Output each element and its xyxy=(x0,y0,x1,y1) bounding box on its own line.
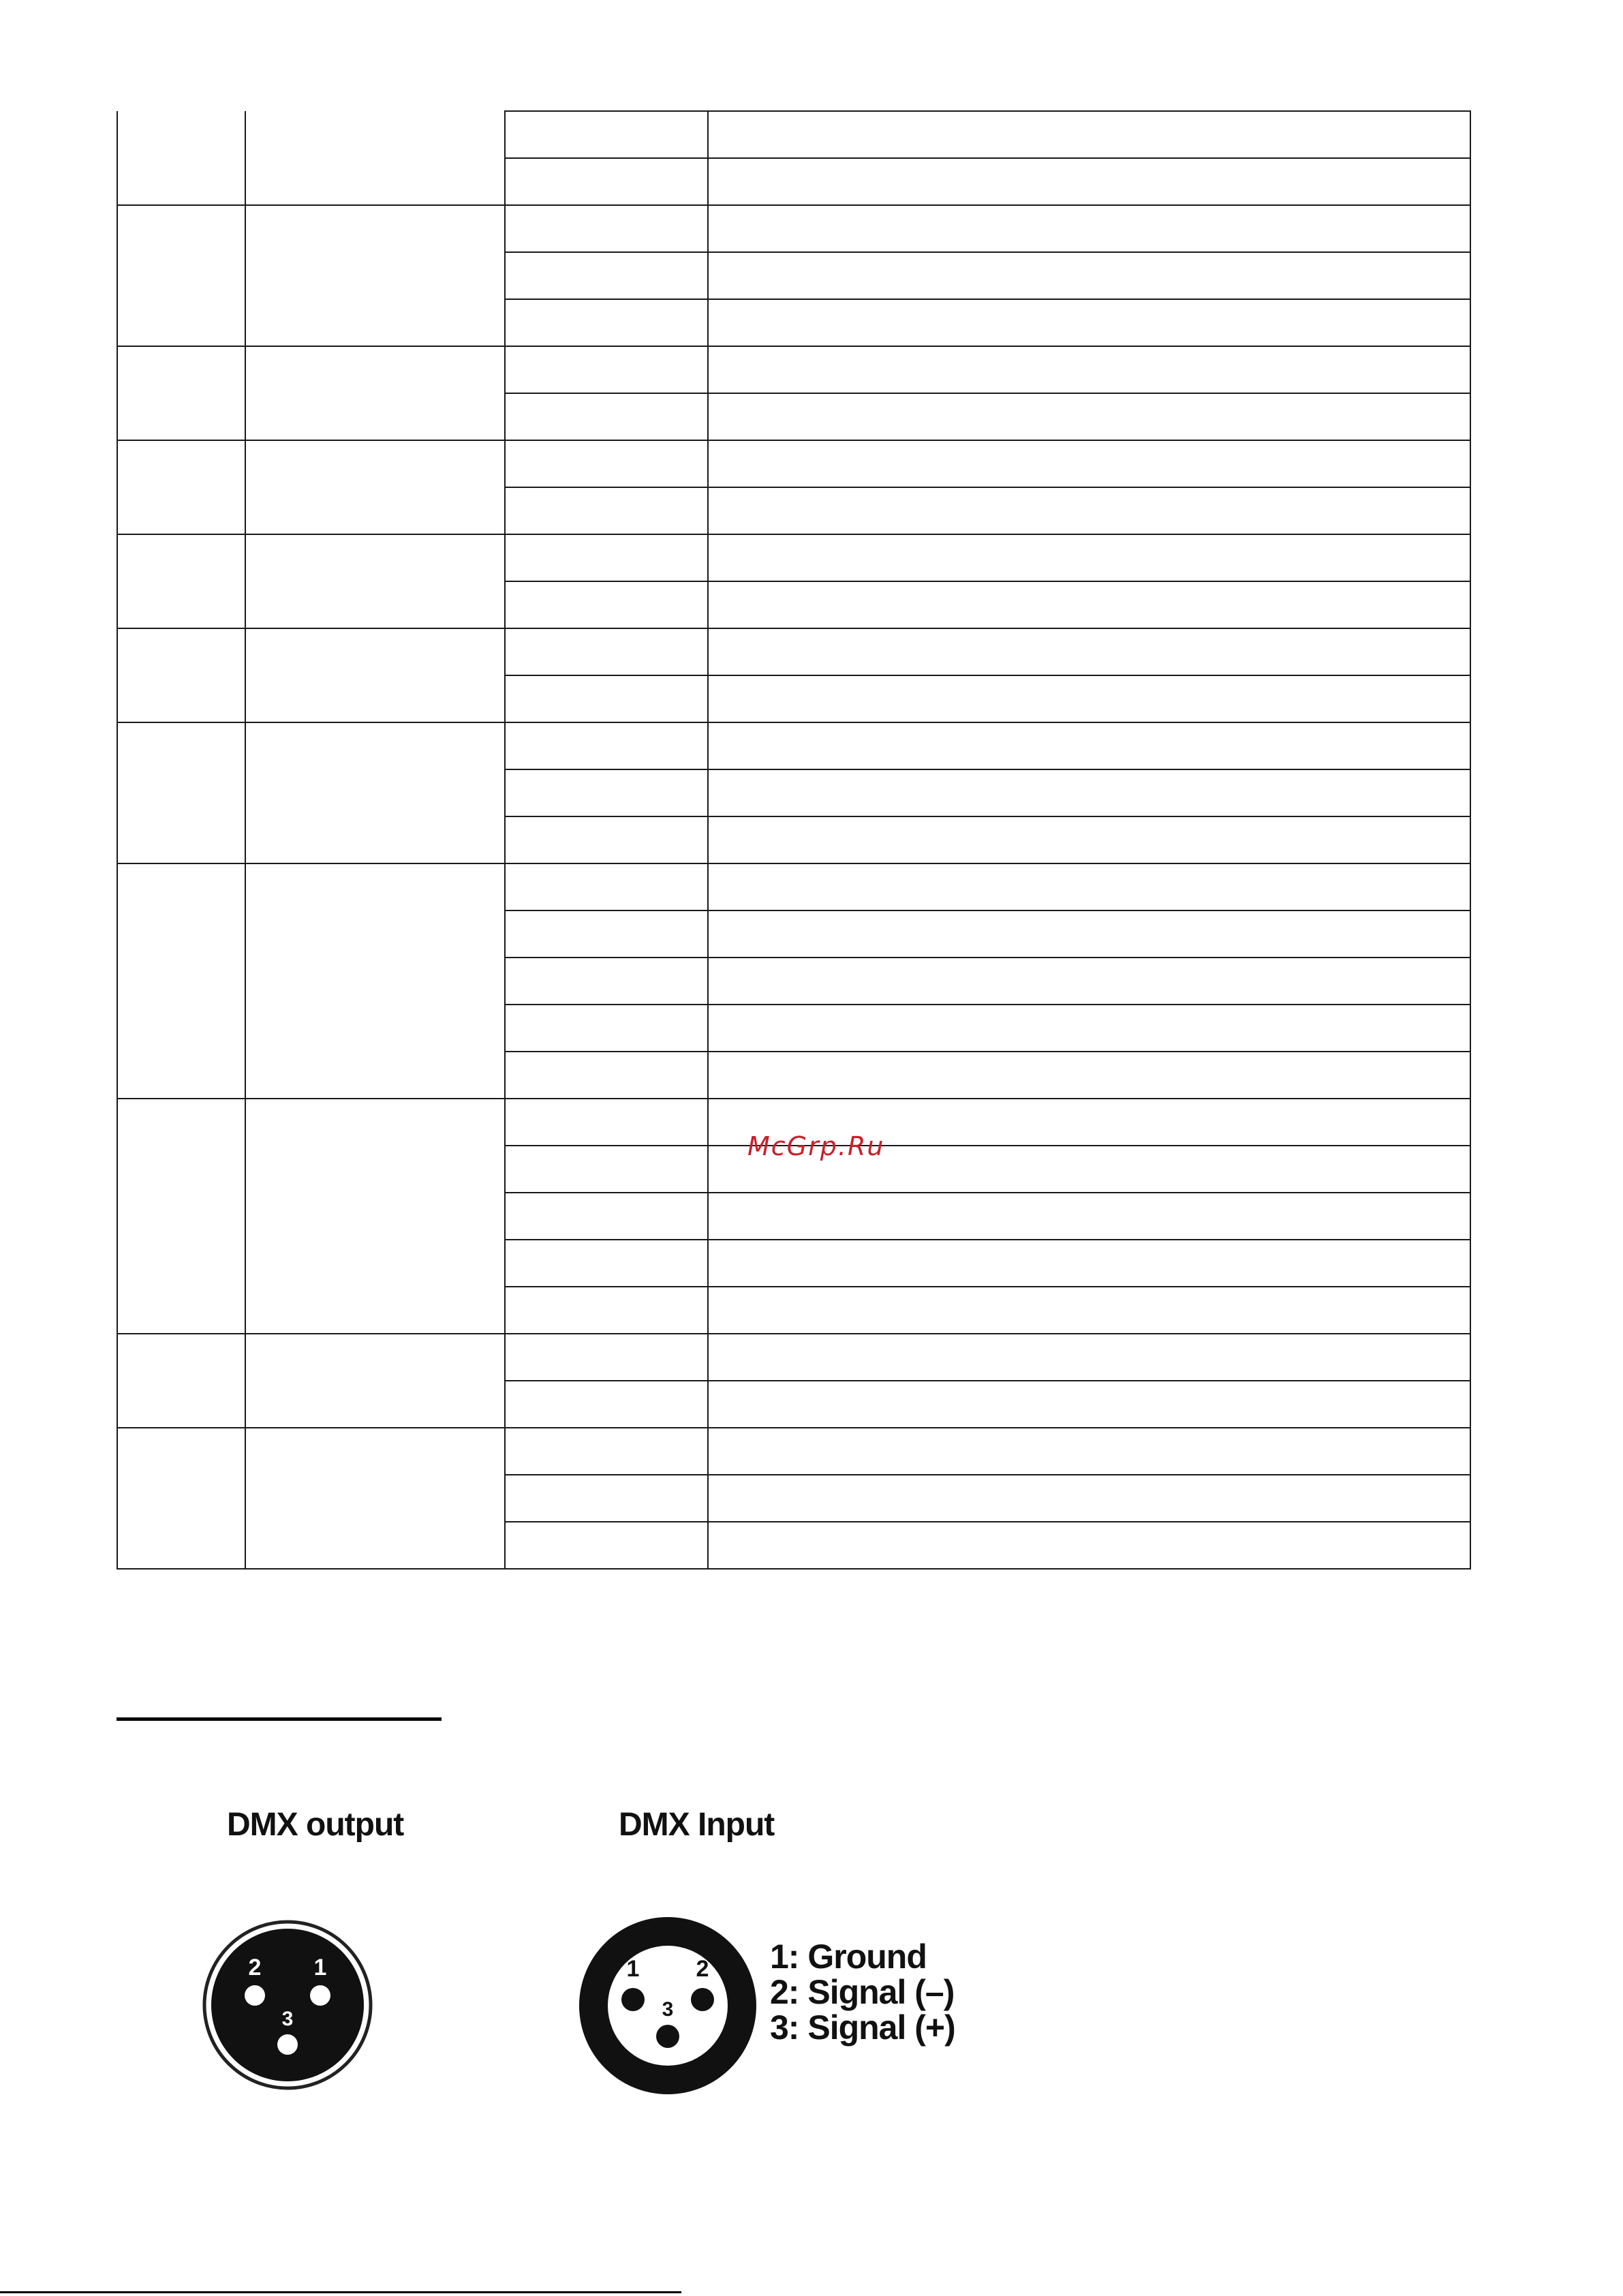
description-cell xyxy=(708,346,1470,393)
table-row xyxy=(117,1428,1470,1475)
value-cell xyxy=(505,958,708,1005)
pin-label-1: 1 xyxy=(626,1956,640,1982)
value-cell xyxy=(505,158,708,205)
value-cell xyxy=(505,1052,708,1099)
connector-face xyxy=(211,1929,364,2081)
section-heading-underline xyxy=(117,1717,442,1721)
dmx-channel-table xyxy=(117,110,1471,1570)
description-cell xyxy=(708,534,1470,581)
pin-legend xyxy=(770,1939,955,2045)
pin-label-2: 2 xyxy=(696,1956,709,1982)
table-row xyxy=(117,1334,1470,1381)
function-cell xyxy=(245,205,505,346)
value-cell xyxy=(505,628,708,675)
description-cell xyxy=(708,722,1470,769)
value-cell xyxy=(505,346,708,393)
function-cell xyxy=(245,722,505,863)
channel-cell xyxy=(117,1099,245,1334)
description-cell xyxy=(708,487,1470,534)
watermark-text: McGrp.Ru xyxy=(747,1131,885,1161)
pin-label-3: 3 xyxy=(281,2008,294,2030)
table-row xyxy=(117,863,1470,910)
description-cell xyxy=(708,816,1470,863)
value-cell xyxy=(505,299,708,346)
value-cell xyxy=(505,487,708,534)
function-cell xyxy=(245,1099,505,1334)
description-cell xyxy=(708,1287,1470,1334)
value-cell xyxy=(505,1240,708,1287)
description-cell xyxy=(708,158,1470,205)
pin-legend-signal-plus: 3: Signal (+) xyxy=(770,2008,955,2047)
function-cell xyxy=(245,111,505,205)
value-cell xyxy=(505,769,708,816)
value-cell xyxy=(505,205,708,252)
pin-label-2: 2 xyxy=(248,1955,262,1980)
pin-1 xyxy=(621,1988,645,2011)
description-cell xyxy=(708,393,1470,440)
description-cell xyxy=(708,581,1470,628)
value-cell xyxy=(505,722,708,769)
description-cell xyxy=(708,1052,1470,1099)
channel-cell xyxy=(117,1428,245,1569)
function-cell xyxy=(245,863,505,1099)
value-cell xyxy=(505,1146,708,1193)
value-cell xyxy=(505,111,708,158)
function-cell xyxy=(245,1334,505,1428)
value-cell xyxy=(505,581,708,628)
description-cell xyxy=(708,440,1470,487)
description-cell xyxy=(708,675,1470,722)
page-bottom-rule xyxy=(0,2291,681,2293)
table-row xyxy=(117,722,1470,769)
description-cell xyxy=(708,769,1470,816)
dmx-input-connector-icon xyxy=(576,1914,760,2098)
function-cell xyxy=(245,534,505,628)
pin-legend-ground: 1: Ground xyxy=(770,1938,927,1976)
channel-cell xyxy=(117,628,245,722)
description-cell xyxy=(708,628,1470,675)
value-cell xyxy=(505,1428,708,1475)
pin-label-1: 1 xyxy=(313,1955,327,1980)
value-cell xyxy=(505,910,708,958)
pin-2 xyxy=(245,1985,265,2006)
description-cell xyxy=(708,1522,1470,1569)
description-cell xyxy=(708,863,1470,910)
channel-cell xyxy=(117,205,245,346)
value-cell xyxy=(505,534,708,581)
value-cell xyxy=(505,1381,708,1428)
table-row xyxy=(117,440,1470,487)
value-cell xyxy=(505,1287,708,1334)
description-cell xyxy=(708,1005,1470,1052)
channel-cell xyxy=(117,863,245,1099)
channel-cell xyxy=(117,534,245,628)
value-cell xyxy=(505,816,708,863)
description-cell xyxy=(708,252,1470,299)
function-cell xyxy=(245,1428,505,1569)
value-cell xyxy=(505,393,708,440)
channel-cell xyxy=(117,1334,245,1428)
table-row xyxy=(117,628,1470,675)
channel-cell xyxy=(117,722,245,863)
value-cell xyxy=(505,1522,708,1569)
description-cell xyxy=(708,299,1470,346)
description-cell xyxy=(708,910,1470,958)
value-cell xyxy=(505,1334,708,1381)
description-cell xyxy=(708,205,1470,252)
table-row xyxy=(117,534,1470,581)
description-cell xyxy=(708,1381,1470,1428)
pin-2 xyxy=(691,1988,714,2011)
pin-3 xyxy=(656,2025,679,2048)
channel-cell xyxy=(117,440,245,534)
pin-legend-signal-minus: 2: Signal (–) xyxy=(770,1973,955,2011)
function-cell xyxy=(245,440,505,534)
dmx-output-label: DMX output xyxy=(227,1807,404,1843)
dmx-output-connector-icon xyxy=(199,1916,376,2094)
value-cell xyxy=(505,1099,708,1146)
value-cell xyxy=(505,440,708,487)
pin-1 xyxy=(310,1985,330,2006)
description-cell xyxy=(708,1428,1470,1475)
function-cell xyxy=(245,628,505,722)
dmx-input-label: DMX Input xyxy=(619,1807,775,1843)
pin-label-3: 3 xyxy=(662,1998,674,2021)
value-cell xyxy=(505,1005,708,1052)
pin-3 xyxy=(277,2034,298,2055)
description-cell xyxy=(708,958,1470,1005)
value-cell xyxy=(505,1193,708,1240)
function-cell xyxy=(245,346,505,440)
description-cell xyxy=(708,1475,1470,1522)
channel-cell xyxy=(117,111,245,205)
description-cell xyxy=(708,111,1470,158)
description-cell xyxy=(708,1334,1470,1381)
channel-cell xyxy=(117,346,245,440)
table-row xyxy=(117,111,1470,158)
table-row xyxy=(117,346,1470,393)
table-row xyxy=(117,205,1470,252)
description-cell xyxy=(708,1240,1470,1287)
value-cell xyxy=(505,1475,708,1522)
value-cell xyxy=(505,252,708,299)
value-cell xyxy=(505,675,708,722)
value-cell xyxy=(505,863,708,910)
description-cell xyxy=(708,1193,1470,1240)
